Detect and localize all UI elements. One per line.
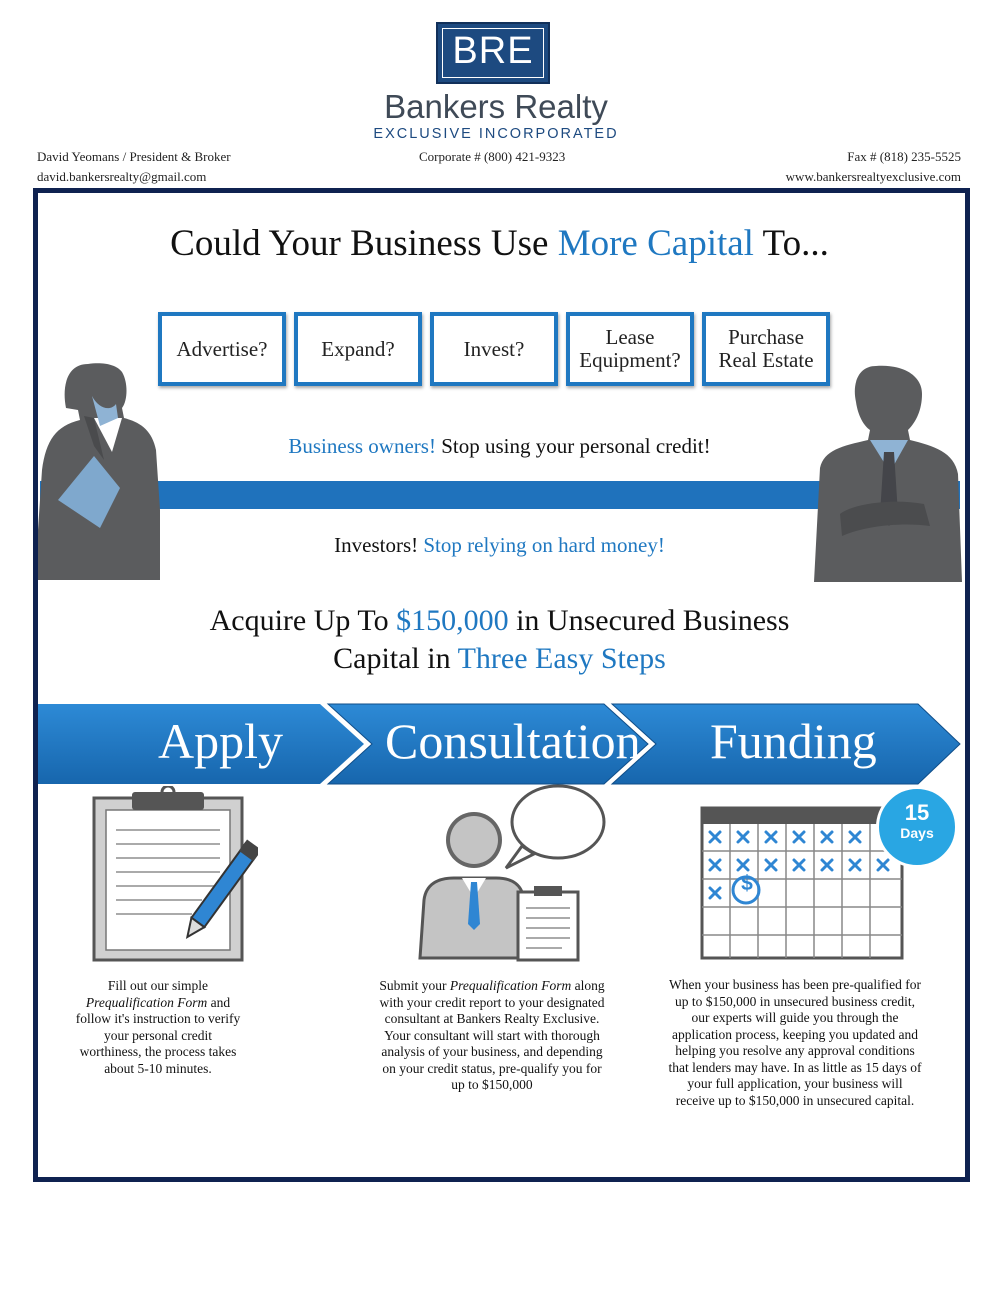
funding-description: When your business has been pre-qualified for up to $150,000 in unsecured business credit, our experts will guide you through the application process, keeping you updated and helping you resolve any approval conditions that lenders may have. In as little as 15 days of your full application, your business will receive up to $150,000 in unsecured capital. bbox=[668, 977, 922, 1108]
investors-message: Investors! Stop relying on hard money! bbox=[334, 533, 665, 557]
headline bbox=[0, 222, 999, 265]
days-badge: 15 Days bbox=[876, 786, 958, 868]
acquire-heading: Acquire Up To $150,000 in Unsecured Business Capital in Three Easy Steps bbox=[209, 604, 790, 675]
question-box-advertise: Advertise? bbox=[158, 312, 286, 386]
step-funding: Funding bbox=[710, 713, 877, 769]
step-consultation: Consultation bbox=[385, 713, 641, 769]
question-box-purchase-real-estate: Purchase Real Estate bbox=[702, 312, 830, 386]
logo-name: Bankers Realty bbox=[384, 88, 608, 125]
email-link[interactable]: david.bankersrealty@gmail.com bbox=[37, 169, 207, 184]
question-box-expand: Expand? bbox=[294, 312, 422, 386]
fax-number: Fax # (818) 235-5525 bbox=[847, 149, 961, 164]
president-line: David Yeomans / President & Broker bbox=[37, 149, 231, 164]
clipboard-icon bbox=[92, 786, 258, 962]
headline-text-end: To... bbox=[753, 223, 829, 264]
dollar-icon: $ bbox=[741, 872, 753, 895]
logo-badge bbox=[436, 22, 550, 84]
logo-initials: BRE bbox=[452, 30, 534, 72]
corporate-phone: Corporate # (800) 421-9323 bbox=[419, 149, 566, 164]
apply-description: Fill out our simple Prequalification Form and follow it's instruction to verify your personal credit worthiness, the process takes about 5-10 minutes. bbox=[75, 978, 241, 1076]
headline-text: Could Your Business Use bbox=[170, 223, 558, 264]
question-box-lease-equipment: Lease Equipment? bbox=[566, 312, 694, 386]
owners-message: Business owners! Stop using your personal credit! bbox=[288, 434, 711, 458]
step-apply: Apply bbox=[158, 713, 283, 769]
headline-highlight: More Capital bbox=[557, 223, 754, 264]
logo-subtitle: EXCLUSIVE INCORPORATED bbox=[373, 126, 619, 142]
consultant-icon bbox=[414, 782, 610, 964]
company-logo bbox=[362, 22, 630, 144]
website-link[interactable]: www.bankersrealtyexclusive.com bbox=[785, 169, 961, 184]
question-box-invest: Invest? bbox=[430, 312, 558, 386]
consultation-description: Submit your Prequalification Form along with your credit report to your designated consultant at Bankers Realty Exclusive. Your consultant will start with thorough analysis of your business, and depending on your credit status, pre-qualify you for up to $150,000 bbox=[379, 978, 605, 1092]
